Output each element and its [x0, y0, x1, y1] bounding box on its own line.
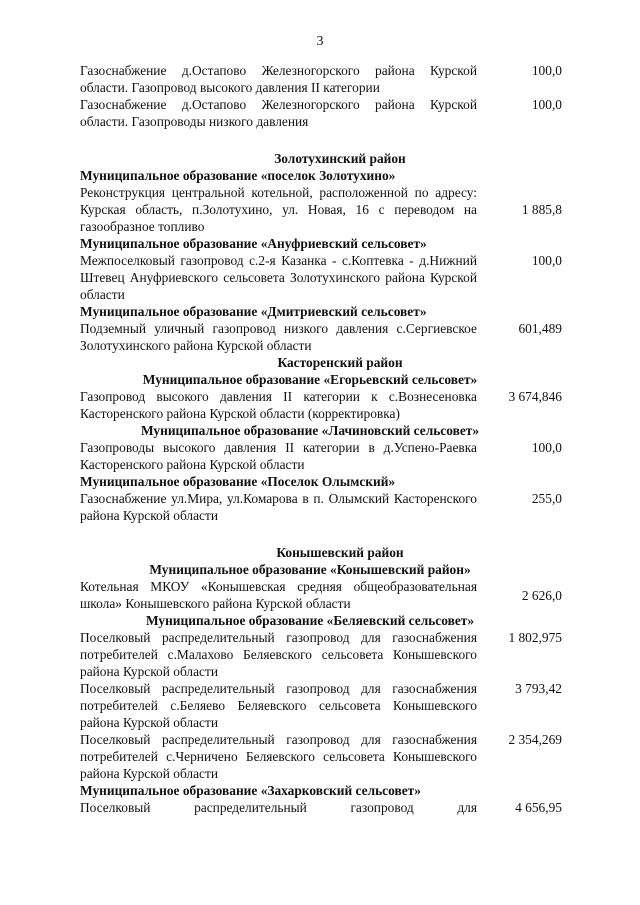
list-item — [80, 799, 580, 816]
item-value: 601,489 — [518, 321, 562, 336]
list-item — [80, 252, 580, 303]
item-value: 1 802,975 — [508, 630, 562, 645]
item-description: Межпоселковый газопровод с.2-я Казанка - с.Коптевка - д.Нижний Штевец Ануфриевского сельсовета Золотухинского района Курской области — [80, 253, 477, 302]
list-item — [80, 388, 580, 422]
municipality-heading: Муниципальное образование «Ануфриевский сельсовет» — [80, 236, 427, 251]
item-value: 1 885,8 — [521, 202, 562, 217]
item-description: Поселковый распределительный газопровод для газоснабжения потребителей с.Черничено Беляевского сельсовета Конышевского района Курской области — [80, 732, 477, 781]
district-heading: Касторенский район — [277, 355, 403, 370]
list-item — [80, 184, 580, 235]
item-description: Реконструкция центральной котельной, расположенной по адресу: Курская область, п.Золотухино, ул. Новая, 16 с переводом на газообразное топливо — [80, 185, 477, 234]
municipality-heading: Муниципальное образование «Конышевский район» — [149, 562, 471, 577]
item-value: 100,0 — [531, 440, 562, 455]
municipality-heading: Муниципальное образование «Дмитриевский сельсовет» — [80, 304, 427, 319]
district-heading: Золотухинский район — [274, 151, 406, 166]
list-item — [80, 490, 580, 524]
item-description: Поселковый распределительный газопровод для газоснабжения потребителей с.Беляево Беляевского сельсовета Конышевского района Курской области — [80, 681, 477, 730]
municipality-heading: Муниципальное образование «Беляевский сельсовет» — [145, 613, 475, 628]
item-description: Газопроводы высокого давления II категории в д.Успено-Раевка Касторенского района Курской области — [80, 440, 477, 472]
item-description: Газоснабжение д.Остапово Железногорского района Курской области. Газопроводы низкого давления — [80, 97, 477, 129]
municipality-heading: Муниципальное образование «Лачиновский сельсовет» — [140, 423, 480, 438]
list-item — [80, 731, 580, 782]
item-value: 100,0 — [531, 63, 562, 78]
item-value: 4 656,95 — [515, 800, 562, 815]
item-description: Газоснабжение д.Остапово Железногорского района Курской области. Газопровод высокого давления II категории — [80, 63, 477, 95]
item-description: Подземный уличный газопровод низкого давления с.Сергиевское Золотухинского района Курской области — [80, 321, 477, 353]
municipality-heading: Муниципальное образование «Егорьевский сельсовет» — [142, 372, 478, 387]
list-item — [80, 320, 580, 354]
list-item — [80, 62, 580, 96]
item-description: Газопровод высокого давления II категории к с.Вознесеновка Касторенского района Курской области (корректировка) — [80, 389, 477, 421]
item-value: 2 354,269 — [508, 732, 562, 747]
list-item — [80, 439, 580, 473]
item-description: Поселковый распределительный газопровод для — [80, 800, 477, 815]
page-number: 3 — [316, 34, 324, 49]
list-item — [80, 578, 580, 612]
document-body — [80, 62, 580, 816]
municipality-heading: Муниципальное образование «Поселок Олымский» — [80, 474, 396, 489]
item-description: Поселковый распределительный газопровод для газоснабжения потребителей с.Малахово Беляевского сельсовета Конышевского района Курской области — [80, 630, 477, 679]
item-description: Газоснабжение ул.Мира, ул.Комарова в п. Олымский Касторенского района Курской области — [80, 491, 477, 523]
item-value: 3 674,846 — [508, 389, 562, 404]
list-item — [80, 96, 580, 130]
list-item — [80, 680, 580, 731]
item-value: 100,0 — [531, 97, 562, 112]
municipality-heading: Муниципальное образование «поселок Золотухино» — [80, 168, 396, 183]
item-value: 2 626,0 — [521, 587, 562, 603]
item-value: 100,0 — [531, 253, 562, 268]
list-item — [80, 629, 580, 680]
district-heading: Конышевский район — [276, 545, 404, 560]
item-description: Котельная МКОУ «Конышевская средняя общеобразовательная школа» Конышевского района Курской области — [80, 579, 477, 611]
municipality-heading: Муниципальное образование «Захарковский сельсовет» — [80, 783, 421, 798]
item-value: 3 793,42 — [515, 681, 562, 696]
item-value: 255,0 — [531, 491, 562, 506]
